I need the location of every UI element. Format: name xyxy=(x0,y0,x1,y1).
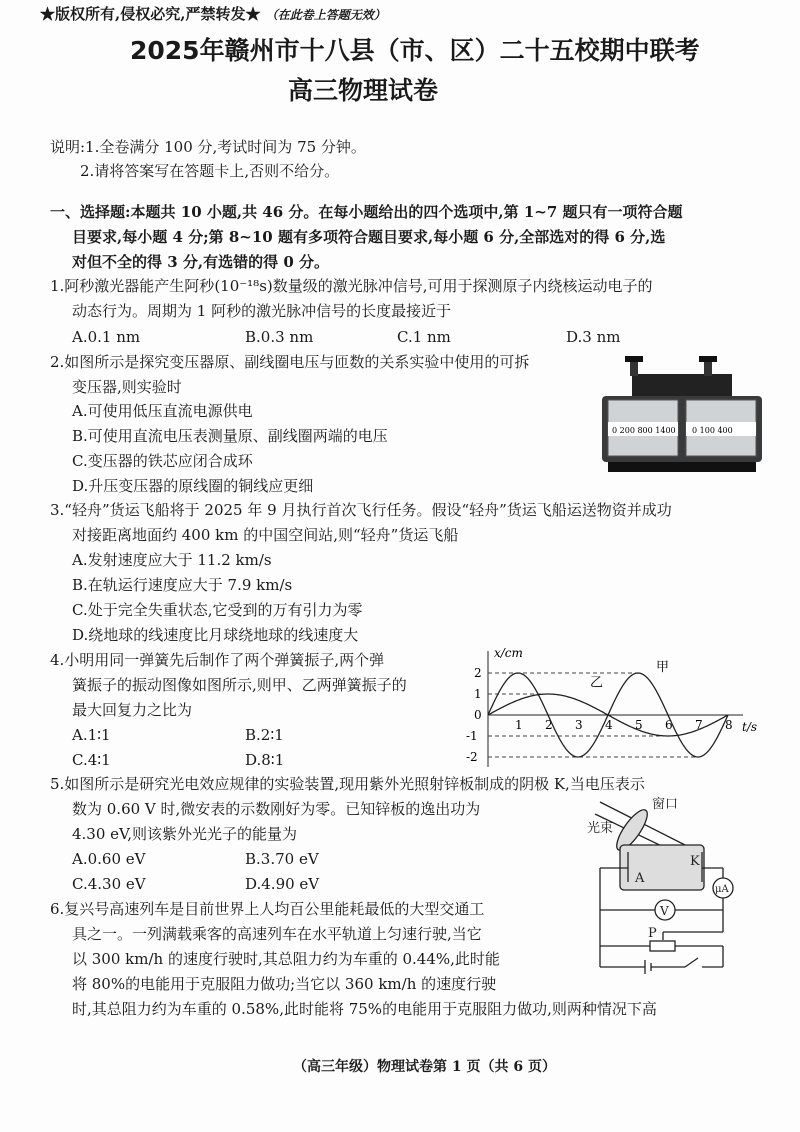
q2-stem: 变压器,则实验时 xyxy=(72,378,182,396)
q1-option-d: D.3 nm xyxy=(566,328,621,346)
section-heading-cont: 目要求,每小题 4 分;第 8~10 题有多项符合题目要求,每小题 6 分,全部选对的得 6 分,选 xyxy=(72,228,666,246)
exam-subtitle: 高三物理试卷 xyxy=(288,76,439,105)
x-tick-label: 3 xyxy=(575,718,583,732)
q6-stem: 具之一。一列满载乘客的高速列车在水平轨道上匀速行驶,当它 xyxy=(72,925,482,943)
photoelectric-circuit xyxy=(560,790,790,990)
q2-option-b: B.可使用直流电压表测量原、副线圈两端的电压 xyxy=(72,427,388,445)
x-tick-label: 6 xyxy=(665,718,673,732)
window-label: 窗口 xyxy=(652,797,679,812)
y-axis-label: x/cm xyxy=(494,646,523,660)
q4-option-b: B.2∶1 xyxy=(245,726,284,744)
transformer-photo xyxy=(592,352,772,482)
q4-stem: 最大回复力之比为 xyxy=(72,701,193,719)
slider-label: P xyxy=(648,926,657,941)
anode-label: A xyxy=(635,871,645,886)
q5-stem: 数为 0.60 V 时,微安表的示数刚好为零。已知锌板的逸出功为 xyxy=(72,800,481,818)
q3-option-c: C.处于完全失重状态,它受到的万有引力为零 xyxy=(72,601,363,619)
series-jia-label: 甲 xyxy=(656,659,670,675)
coil-scale-left: 0 200 800 1400 xyxy=(612,426,676,435)
q5-stem: 5.如图所示是研究光电效应规律的实验装置,现用紫外光照射锌板制成的阴极 K,当电压表示 xyxy=(50,775,645,793)
instruction-1: 说明:1.全卷满分 100 分,考试时间为 75 分钟。 xyxy=(50,138,366,156)
y-tick-label: -2 xyxy=(466,750,478,764)
x-tick-label: 4 xyxy=(605,718,613,732)
q2-option-a: A.可使用低压直流电源供电 xyxy=(72,402,253,420)
exam-title: 2025年赣州市十八县（市、区）二十五校期中联考 xyxy=(130,36,700,65)
q5-option-d: D.4.90 eV xyxy=(245,875,320,893)
q6-stem: 6.复兴号高速列车是目前世界上人均百公里能耗最低的大型交通工 xyxy=(50,900,485,918)
voltmeter-label: V xyxy=(660,904,669,918)
q2-option-c: C.变压器的铁芯应闭合成环 xyxy=(72,452,253,470)
q2-option-d: D.升压变压器的原线圈的铜线应更细 xyxy=(72,477,314,495)
q3-option-a: A.发射速度应大于 11.2 km/s xyxy=(72,551,272,569)
x-tick-label: 1 xyxy=(515,718,523,732)
q6-stem: 以 300 km/h 的速度行驶时,其总阻力约为车重的 0.44%,此时能 xyxy=(72,950,500,968)
q6-stem: 将 80%的电能用于克服阻力做功;当它以 360 km/h 的速度行驶 xyxy=(72,975,497,993)
microammeter-label: μA xyxy=(715,884,729,895)
coil-scale-right: 0 100 400 xyxy=(692,426,733,435)
q1-option-a: A.0.1 nm xyxy=(72,328,141,346)
q3-stem: 对接距离地面约 400 km 的中国空间站,则“轻舟”货运飞船 xyxy=(72,526,459,544)
q1-option-c: C.1 nm xyxy=(397,328,451,346)
beam-label: 光束 xyxy=(587,821,614,836)
q1-stem: 动态行为。周期为 1 阿秒的激光脉冲信号的长度最接近于 xyxy=(72,302,452,320)
q4-option-d: D.8∶1 xyxy=(245,751,285,769)
q4-option-c: C.4∶1 xyxy=(72,751,111,769)
q4-stem: 4.小明用同一弹簧先后制作了两个弹簧振子,两个弹 xyxy=(50,651,385,669)
cathode-label: K xyxy=(690,854,700,869)
y-tick-label: 1 xyxy=(474,687,482,701)
notice-text: ★版权所有,侵权必究,严禁转发★ xyxy=(40,5,261,23)
x-tick-label: 8 xyxy=(725,718,733,732)
notice-paren: （在此卷上答题无效） xyxy=(265,8,386,22)
page-footer: （高三年级）物理试卷第 1 页（共 6 页） xyxy=(293,1059,556,1075)
q4-stem: 簧振子的振动图像如图所示,则甲、乙两弹簧振子的 xyxy=(72,676,407,694)
vibration-graph xyxy=(460,645,790,777)
copyright-notice xyxy=(40,4,386,25)
section-heading-cont: 对但不全的得 3 分,有选错的得 0 分。 xyxy=(72,253,329,271)
section-heading: 一、选择题:本题共 10 小题,共 46 分。在每小题给出的四个选项中,第 1~7 题只有一项符合题 xyxy=(50,203,683,221)
y-tick-label: 0 xyxy=(474,708,482,722)
q3-option-b: B.在轨运行速度应大于 7.9 km/s xyxy=(72,576,293,594)
q1-option-b: B.0.3 nm xyxy=(245,328,314,346)
instruction-2: 2.请将答案写在答题卡上,否则不给分。 xyxy=(80,162,340,180)
x-axis-label: t/s xyxy=(742,720,758,734)
q4-option-a: A.1∶1 xyxy=(72,726,111,744)
q5-option-a: A.0.60 eV xyxy=(72,850,146,868)
q3-option-d: D.绕地球的线速度比月球绕地球的线速度大 xyxy=(72,626,359,644)
y-tick-label: -1 xyxy=(466,729,478,743)
q5-stem: 4.30 eV,则该紫外光光子的能量为 xyxy=(72,825,298,843)
q5-option-c: C.4.30 eV xyxy=(72,875,146,893)
x-tick-label: 5 xyxy=(635,718,643,732)
q5-option-b: B.3.70 eV xyxy=(245,850,319,868)
x-tick-label: 2 xyxy=(545,718,553,732)
q2-stem: 2.如图所示是探究变压器原、副线圈电压与匝数的关系实验中使用的可拆 xyxy=(50,353,530,371)
q6-stem: 时,其总阻力约为车重的 0.58%,此时能将 75%的电能用于克服阻力做功,则两种情况下高 xyxy=(72,1000,657,1018)
series-yi-label: 乙 xyxy=(590,675,604,691)
q1-stem: 1.阿秒激光器能产生阿秒(10⁻¹⁸s)数量级的激光脉冲信号,可用于探测原子内绕核运动电子的 xyxy=(50,277,653,295)
q3-stem: 3.“轻舟”货运飞船将于 2025 年 9 月执行首次飞行任务。假设“轻舟”货运飞船运送物资并成功 xyxy=(50,501,672,519)
x-tick-label: 7 xyxy=(695,718,703,732)
y-tick-label: 2 xyxy=(474,666,482,680)
